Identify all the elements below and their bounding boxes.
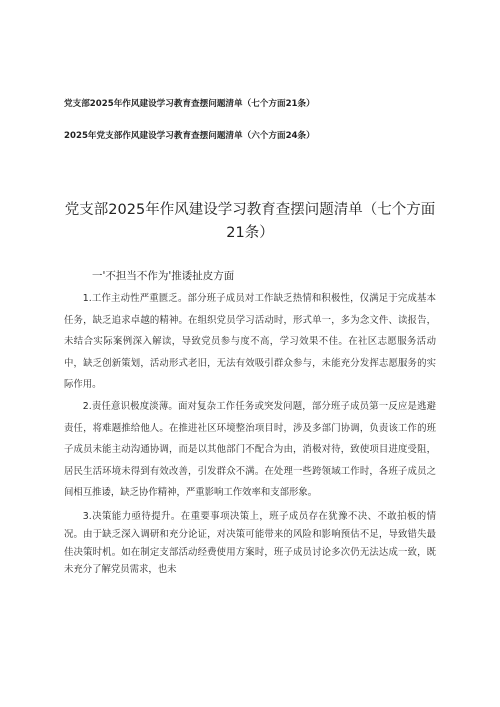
section-heading: 一'不担当不作为'推诿扯皮方面 (92, 270, 235, 282)
document-title: 党支部2025年作风建设学习教育查摆问题清单（七个方面21条） (64, 202, 436, 241)
paragraph-number: 2 (82, 400, 89, 412)
paragraph-text: .责任意识极度淡薄。面对复杂工作任务或突发问题，部分班子成员第一反应是逃避责任，将难题推给他人。在推进社区环境整治项目时，涉及多部门协调，负责该工作的班子成员未能主动沟通协调，而是以其他部门不配合为由，消极对待，致使项目进度受阻，居民生活环境未得到有效改善，引发群众不满。在处理一些跨领域工作时，各班子成员之间相互推诿，缺乏协作精神，严重影响工作效率和支部形象。 (64, 400, 436, 499)
table-of-contents (64, 98, 444, 142)
paragraph-2 (64, 396, 436, 504)
toc-item-1[interactable]: 党支部2025年作风建设学习教育查摆问题清单（七个方面21条） (64, 99, 315, 109)
document-body (64, 288, 436, 579)
paragraph-text: .决策能力亟待提升。在重要事项决策上，班子成员存在犹豫不决、不敢拍板的情况。由于缺乏深入调研和充分论证，对决策可能带来的风险和影响预估不足，导致错失最佳决策时机。如在制定支部活动经费使用方案时，班子成员讨论多次仍无法达成一致，既未充分了解党员需求，也未 (64, 510, 436, 576)
toc-item-2[interactable]: 2025年党支部作风建设学习教育查摆问题清单（六个方面24条） (64, 131, 315, 141)
paragraph-3 (64, 508, 436, 579)
paragraph-text: .工作主动性严重匮乏。部分班子成员对工作缺乏热情和积极性，仅满足于完成基本任务，缺乏追求卓越的精神。在组织党员学习活动时，形式单一，多为念文件、读报告，未结合实际案例深入解读，导致党员参与度不高，学习效果不佳。在社区志愿服务活动中，缺乏创新策划，活动形式老旧，无法有效吸引群众参与，未能充分发挥志愿服务的实际作用。 (64, 293, 436, 391)
paragraph-1 (64, 288, 436, 396)
paragraph-number: 1 (82, 293, 89, 304)
paragraph-number: 3 (82, 510, 89, 522)
